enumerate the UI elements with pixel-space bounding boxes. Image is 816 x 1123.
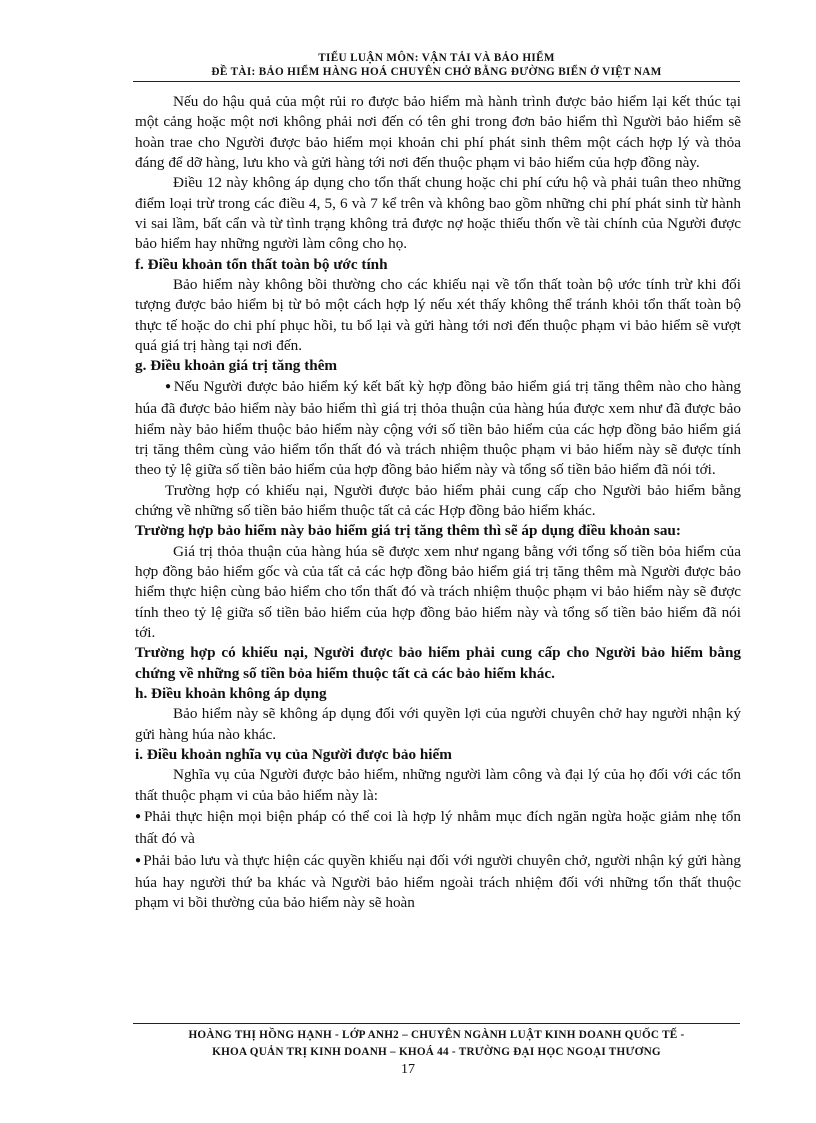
footer-faculty-line: KHOA QUẢN TRỊ KINH DOANH – KHOÁ 44 - TRƯỜNG ĐẠI HỌC NGOẠI THƯƠNG [212,1046,661,1058]
heading-increased-value-case: Trường hợp bảo hiểm này bảo hiểm giá trị tăng thêm thì sẽ áp dụng điều khoản sau: [135,522,681,540]
header-course-title: TIỂU LUẬN MÔN: VẬN TẢI VÀ BẢO HIỂM [318,52,555,64]
bullet-item-preserve-rights [135,851,741,914]
paragraph-article-12: Điều 12 này không áp dụng cho tổn thất chung hoặc chi phí cứu hộ và phải tuân theo những điểm loại trừ trong các điều 4, 5, 6 và 7 kể trên và không bao gồm những chi phí phát sinh từ hành vi sai lầm, bất cẩn và từ tình trạng không trả được nợ hoặc thiếu thốn về tài chính của Người được bảo hiểm hay những người làm công cho họ. [135,174,741,253]
paragraph-claim-evidence: Trường hợp có khiếu nại, Người được bảo hiểm phải cung cấp cho Người bảo hiểm bằng chứng về những số tiền bảo hiểm thuộc tất cả các Hợp đồng bảo hiểm khác. [135,481,741,519]
bullet-icon [165,378,174,395]
heading-section-h: h. Điều khoản không áp dụng [135,684,327,702]
document-body [135,92,741,914]
paragraph-increased-value [135,377,741,481]
paragraph-not-to-inure: Bảo hiểm này sẽ không áp dụng đối với quyền lợi của người chuyên chở hay người nhận ký gửi hàng húa nào khác. [135,705,741,743]
bullet-item-mitigate-loss [135,807,741,850]
bullet-icon [135,808,144,825]
header-topic-title: ĐỀ TÀI: BẢO HIỂM HÀNG HOÁ CHUYÊN CHỞ BẰNG ĐƯỜNG BIỂN Ở VIỆT NAM [211,66,662,78]
footer-author-line: HOÀNG THỊ HỒNG HẠNH - LỚP ANH2 – CHUYÊN NGÀNH LUẬT KINH DOANH QUỐC TẾ - [188,1029,685,1041]
bullet-item-preserve-rights-text: Phải bảo lưu và thực hiện các quyền khiếu nại đối với người chuyên chở, người nhận ký gửi hàng húa hay người thứ ba khác và Người bảo hiểm ngoài trách nhiệm đối với những tổn thất thuộc phạm vi bồi thường của bảo hiểm này sẽ hoàn [135,851,741,912]
paragraph-constructive-total-loss: Bảo hiểm này không bồi thường cho các khiếu nại về tổn thất toàn bộ ước tính trừ khi đối tượng được bảo hiểm bị từ bỏ một cách hợp lý nếu xét thấy không thể tránh khỏi tổn thất toàn bộ thực tế hoặc do chi phí phục hồi, tu bổ lại và gửi hàng tới nơi đến thuộc phạm vi bảo hiểm sẽ vượt quá giá trị hàng tại nơi đến. [135,276,741,355]
page-number: 17 [401,1062,415,1077]
paragraph-increased-value-text: Nếu Người được bảo hiểm ký kết bất kỳ hợp đồng bảo hiểm giá trị tăng thêm nào cho hàng húa đã được bảo hiểm này bảo hiểm thì giá trị thỏa thuận của hàng húa được xem như đã được bảo hiểm này bảo hiểm thuộc bảo hiểm này cộng với số tiền bảo hiểm của các hợp đồng bảo hiểm giá trị tăng thêm cùng vảo hiểm tổn thất đó và trách nhiệm thuộc phạm vi bảo hiểm này sẽ được tính theo tỷ lệ giữa số tiền bảo hiểm của hợp đồng bảo hiểm này và tổng số tiền bảo hiểm đã nói tới. [135,377,741,479]
paragraph-claim-evidence-bold: Trường hợp có khiếu nại, Người được bảo hiểm phải cung cấp cho Người bảo hiểm bằng chứng về những số tiền bỏa hiểm thuộc tất cả các bảo hiểm khác. [135,644,741,682]
paragraph-duty-of-assured: Nghĩa vụ của Người được bảo hiểm, những người làm công và đại lý của họ đối với các tổn thất thuộc phạm vi của bảo hiểm này là: [135,766,741,804]
header-divider [133,81,740,82]
paragraph-voyage-termination: Nếu do hậu quả của một rủi ro được bảo hiểm mà hành trình được bảo hiểm lại kết thúc tại một cảng hoặc một nơi không phải nơi đến có tên ghi trong đơn bảo hiểm thì Người bảo hiểm sẽ hoàn trae cho Người được bảo hiểm mọi khoản chi phí phát sinh thêm một cách hợp lý và thỏa đáng để dỡ hàng, lưu kho và gửi hàng tới nơi đến thuộc phạm vi bảo hiểm của hợp đồng này. [135,93,741,172]
heading-section-g: g. Điều khoản giá trị tăng thêm [135,357,338,375]
heading-section-f: f. Điều khoản tổn thất toàn bộ ước tính [135,255,388,273]
bullet-item-mitigate-loss-text: Phải thực hiện mọi biện pháp có thể coi là hợp lý nhằm mục đích ngăn ngừa hoặc giảm nhẹ tổn thất đó và [135,808,741,848]
footer-divider [133,1023,740,1024]
heading-section-i: i. Điều khoản nghĩa vụ của Người được bảo hiểm [135,746,452,763]
paragraph-agreed-value: Giá trị thỏa thuận của hàng húa sẽ được xem như ngang bằng với tổng số tiền bỏa hiểm của hợp đồng bảo hiểm gốc và của tất cả các hợp đồng bảo hiểm giá trị tăng thêm mà Người được bảo hiểm thực hiện cùng bảo hiểm cho tổn thất đó và trách nhiệm thuộc phạm vi bảo hiểm này sẽ được tính theo tỷ lệ giữa số tiền bảo hiểm của hợp đồng bảo hiểm này và tổng số tiền bảo hiểm đã nói tới. [135,542,741,641]
